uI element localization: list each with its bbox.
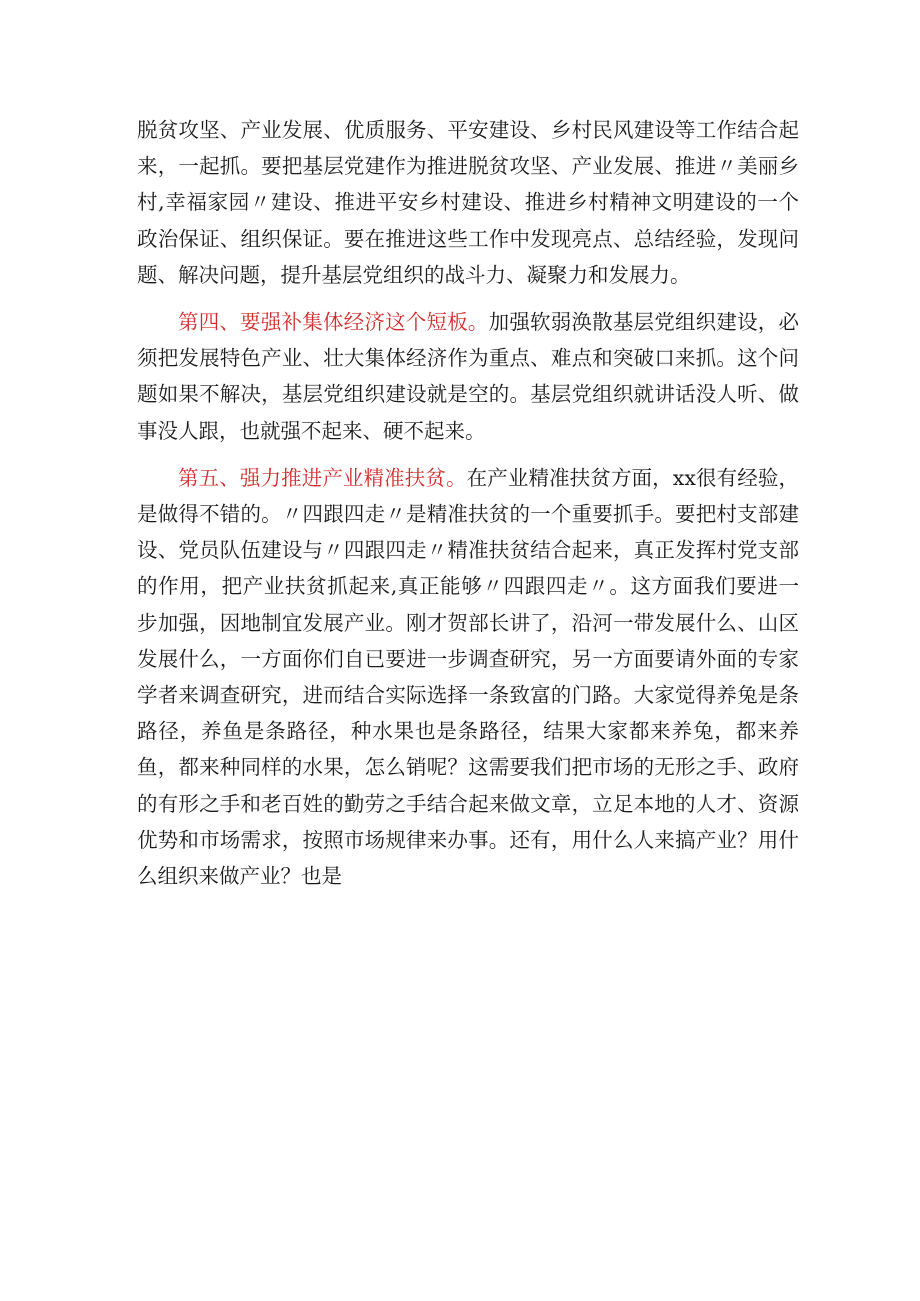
- paragraph-body: 在产业精准扶贫方面，xx很有经验，是做得不错的。〃四跟四走〃是精准扶贫的一个重要抓手。要把村支部建设、党员队伍建设与〃四跟四走〃精准扶贫结合起来，真正发挥村党支部的作用，把产业扶贫抓起来,真正能够〃四跟四走〃。这方面我们要进一步加强，因地制宜发展产业。刚才贺部长讲了，沿河一带发展什么、山区发展什么，一方面你们自已要进一步调查研究，另一方面要请外面的专家学者来调查研究，进而结合实际选择一条致富的门路。大家觉得养兔是条路径，养鱼是条路径，种水果也是条路径，结果大家都来养兔，都来养鱼，都来种同样的水果，怎么销呢？这需要我们把市场的无形之手、政府的有形之手和老百姓的勤劳之手结合起来做文章，立足本地的人才、资源优势和市场需求，按照市场规律来办事。还有，用什么人来搞产业？用什么组织来做产业？也是: [137, 465, 800, 889]
- paragraph-body: 加强软弱涣散基层党组织建设，必须把发展特色产业、壮大集体经济作为重点、难点和突破口来抓。这个问题如果不解决，基层党组织建设就是空的。基层党组织就讲话没人听、做事没人跟，也就强不起来、硬不起来。: [137, 310, 800, 443]
- paragraph-heading: 第四、要强补集体经济这个短板。: [178, 310, 489, 335]
- paragraph-continuation: [137, 112, 799, 293]
- paragraph-body: 脱贫攻坚、产业发展、优质服务、平安建设、乡村民风建设等工作结合起来，一起抓。要把基层党建作为推进脱贫攻坚、产业发展、推进〃美丽乡村,幸福家园〃建设、推进平安乡村建设、推进乡村精神文明建设的一个政治保证、组织保证。要在推进这些工作中发现亮点、总结经验，发现问题、解决问题，提升基层党组织的战斗力、凝聚力和发展力。: [137, 118, 799, 287]
- paragraph-heading: 第五、强力推进产业精准扶贫。: [178, 465, 467, 490]
- paragraph-fifth: [137, 460, 799, 894]
- document-body: [137, 112, 799, 894]
- paragraph-fourth: [137, 304, 799, 449]
